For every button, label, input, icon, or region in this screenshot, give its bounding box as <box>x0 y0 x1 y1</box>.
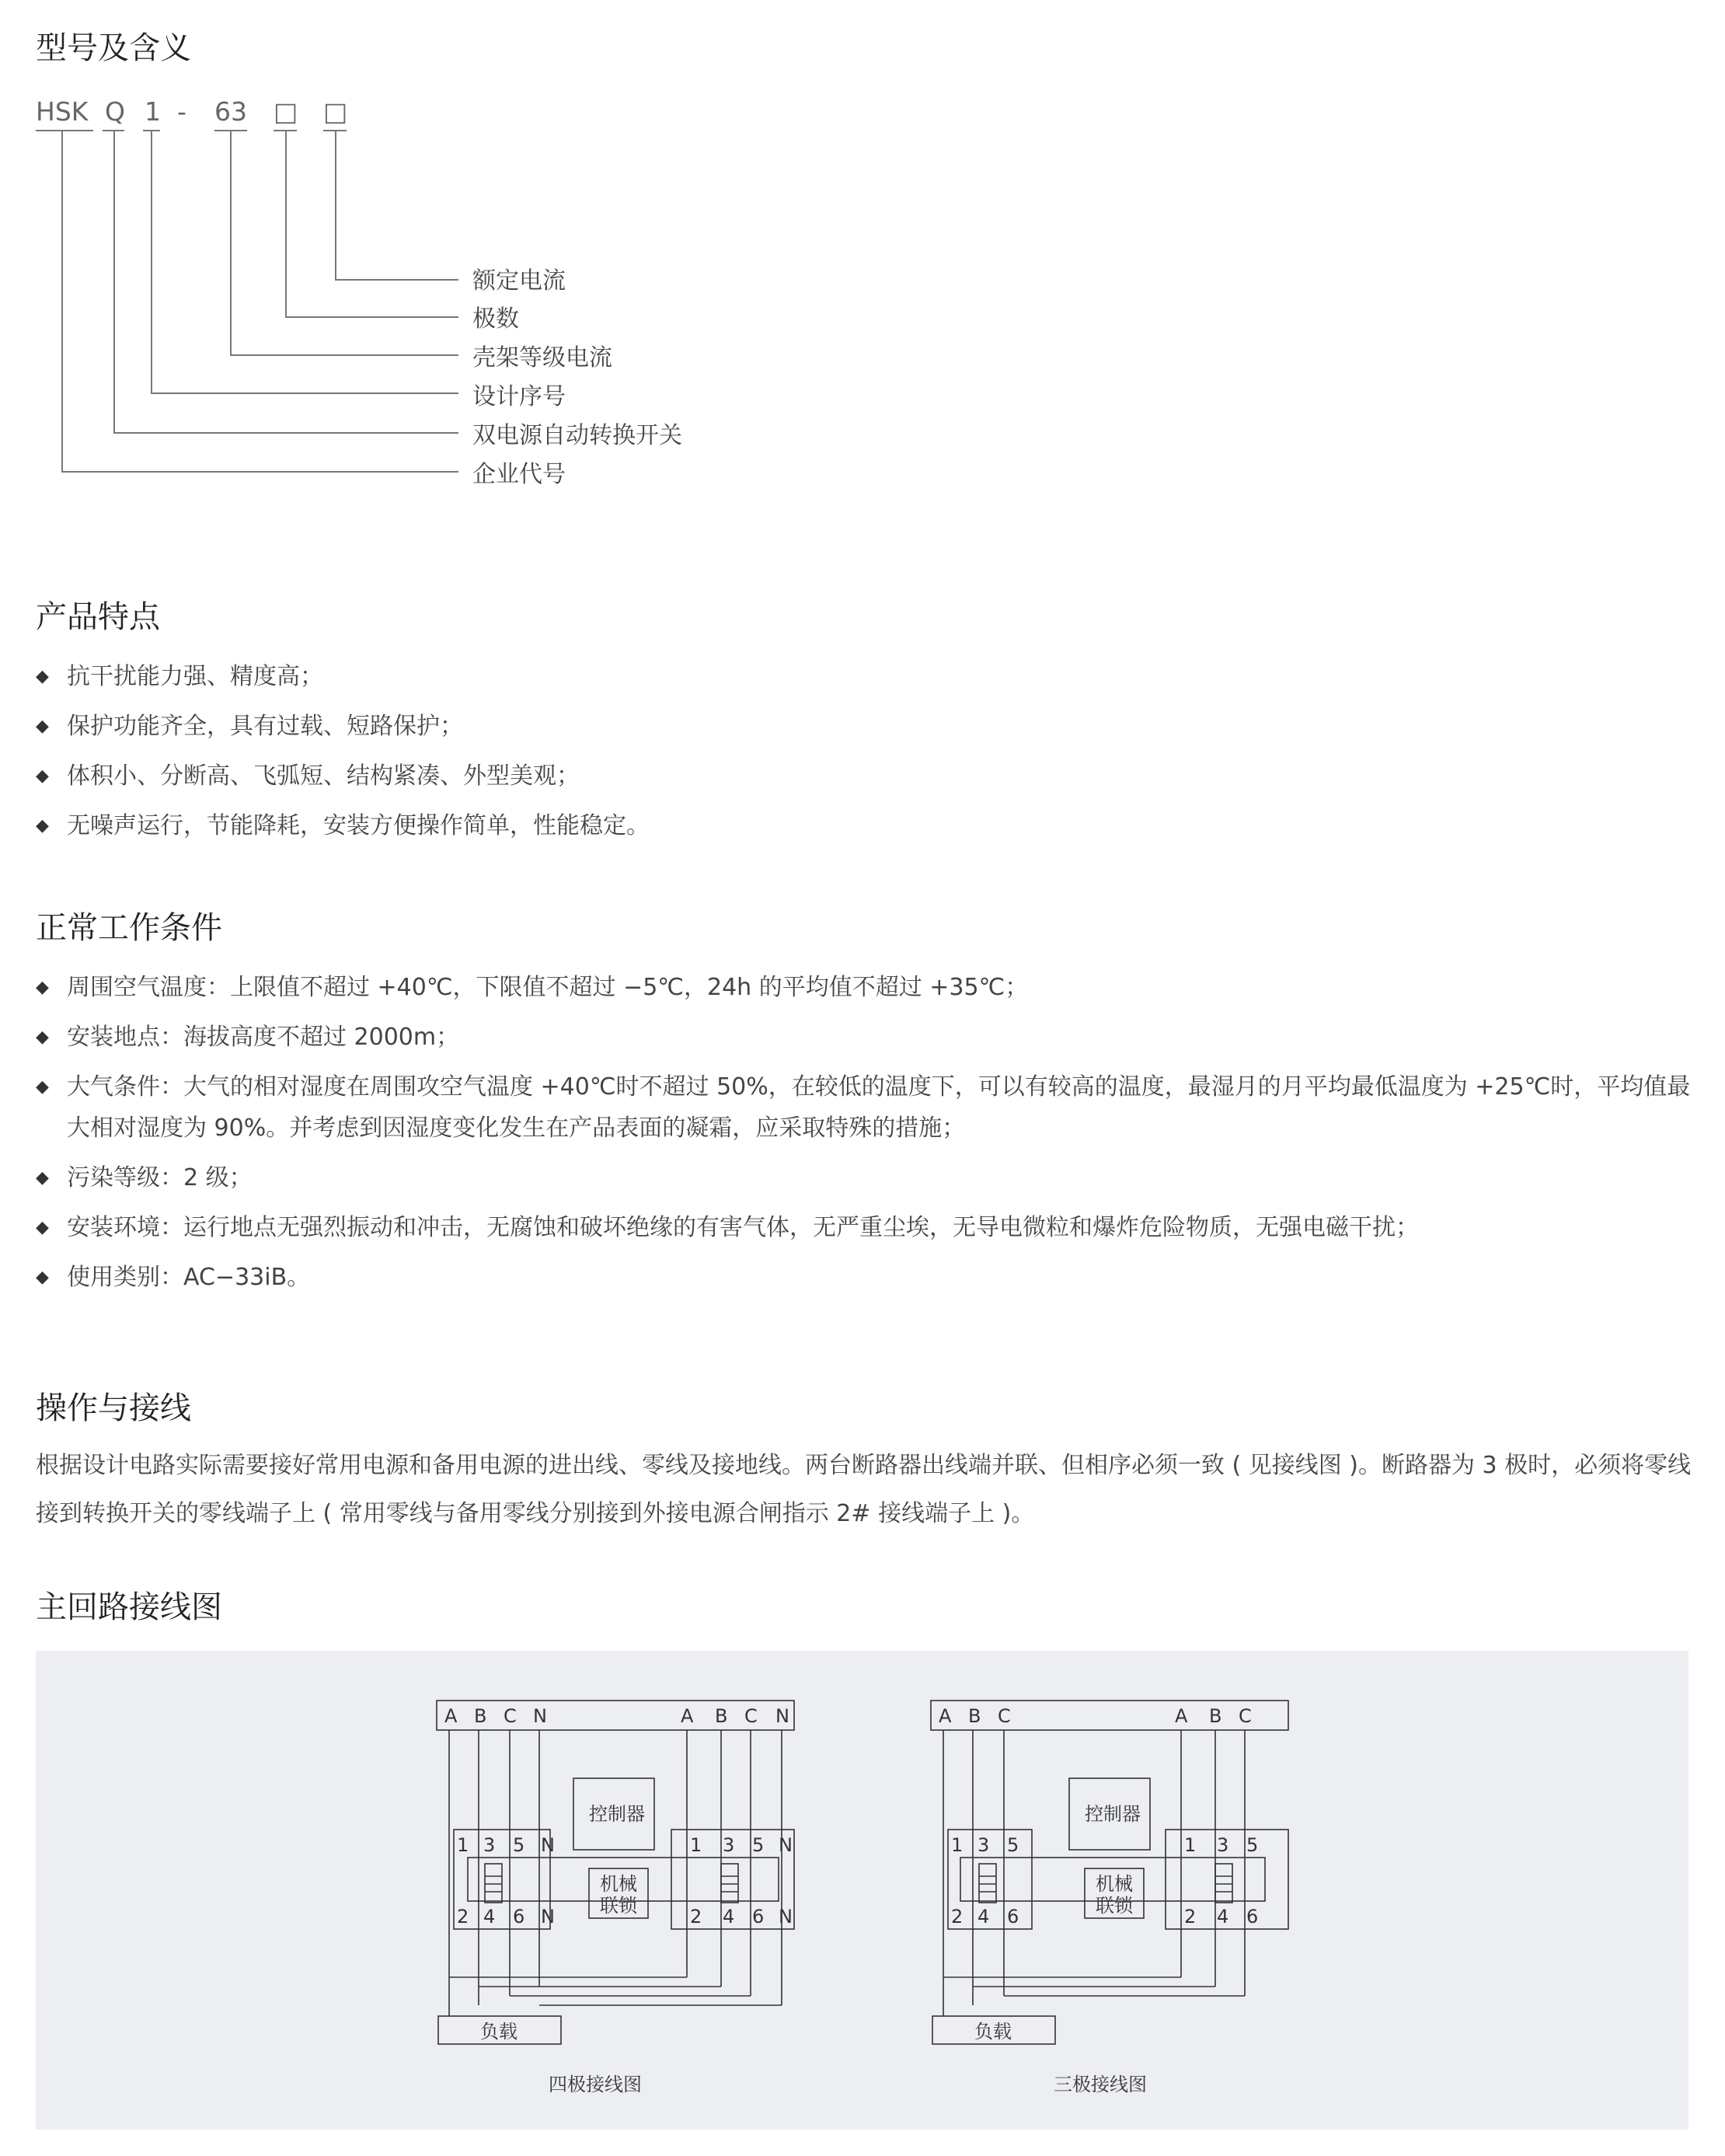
four-pole-terminal-label: 3 <box>483 1834 496 1856</box>
four-pole-phase-label: C <box>744 1705 758 1727</box>
list-item: ◆ 无噪声运行，节能降耗，安装方便操作简单，性能稳定。 <box>36 805 1699 846</box>
three-pole-terminal-label: 1 <box>1184 1834 1197 1856</box>
model-meaning-frame: 壳架等级电流 <box>472 344 612 372</box>
model-code-company: HSK <box>36 96 89 127</box>
diamond-bullet-icon: ◆ <box>36 816 49 836</box>
four-pole-terminal-label: N <box>779 1906 793 1927</box>
model-code-poles: □ <box>274 96 298 127</box>
four-pole-interlock-label: 机械 <box>600 1873 637 1895</box>
model-meaning-company: 企业代号 <box>472 461 566 488</box>
list-item: ◆ 保护功能齐全，具有过载、短路保护； <box>36 706 1699 747</box>
three-pole-phase-label: C <box>998 1705 1011 1727</box>
three-pole-terminal-label: 2 <box>1184 1906 1197 1927</box>
three-pole-phase-label: A <box>939 1705 952 1727</box>
three-pole-terminal-label: 6 <box>1007 1906 1019 1927</box>
four-pole-terminal-label: N <box>779 1834 793 1856</box>
four-pole-terminal-label: 5 <box>752 1834 765 1856</box>
wiring-diagram-panel <box>36 1651 1688 2130</box>
operation-paragraph: 根据设计电路实际需要接好常用电源和备用电源的进出线、零线及接地线。两台断路器出线端并联、但相序必须一致 ( 见接线图 )。断路器为 3 极时，必须将零线接到转换开关的零线端子上 ( 常用零线与备用零线分别接到外接电源合闸指示 2# 接线端子上 )。 <box>36 1452 1692 1527</box>
four-pole-terminal-label: 4 <box>723 1906 735 1927</box>
three-pole-phase-label: B <box>1209 1705 1222 1727</box>
three-pole-terminal-label: 3 <box>977 1834 990 1856</box>
three-pole-terminal-label: 4 <box>1217 1906 1229 1927</box>
three-pole-labels <box>939 1705 1258 2095</box>
model-code-design: 1 <box>145 96 161 127</box>
diamond-bullet-icon: ◆ <box>36 1218 49 1237</box>
conditions-list <box>36 967 1699 1307</box>
four-pole-terminal-label: 3 <box>723 1834 735 1856</box>
four-pole-caption: 四极接线图 <box>549 2074 642 2095</box>
three-pole-controller-label: 控制器 <box>1085 1803 1141 1825</box>
four-pole-phase-label: N <box>533 1705 547 1727</box>
four-pole-terminal-label: 1 <box>457 1834 469 1856</box>
three-pole-terminal-label: 3 <box>1217 1834 1229 1856</box>
four-pole-terminal-label: 2 <box>690 1906 702 1927</box>
three-pole-terminal-label: 1 <box>951 1834 964 1856</box>
four-pole-phase-label: A <box>444 1705 458 1727</box>
three-pole-phase-label: A <box>1175 1705 1188 1727</box>
list-item: ◆ 周围空气温度：上限值不超过 +40℃，下限值不超过 −5℃，24h 的平均值不超过 +35℃； <box>36 967 1699 1008</box>
list-item: ◆ 抗干扰能力强、精度高； <box>36 656 1699 697</box>
diamond-bullet-icon: ◆ <box>36 1027 49 1047</box>
diamond-bullet-icon: ◆ <box>36 717 49 736</box>
four-pole-labels <box>444 1705 793 2095</box>
operation-section-title: 操作与接线 <box>36 1390 191 1426</box>
list-item: ◆ 大气条件：大气的相对湿度在周围攻空气温度 +40℃时不超过 50%，在较低的温度下，可以有较高的温度，最湿月的月平均最低温度为 +25℃时，平均值最大相对湿度为 90%。并考虑到因湿度变化发生在产品表面的凝霜，应采取特殊的措施； <box>36 1066 1699 1149</box>
four-pole-phase-label: B <box>715 1705 728 1727</box>
four-pole-terminal-label: 5 <box>513 1834 525 1856</box>
three-pole-terminal-label: 4 <box>977 1906 990 1927</box>
four-pole-terminal-label: 4 <box>483 1906 496 1927</box>
model-meaning-poles: 极数 <box>472 305 519 333</box>
model-code-current: □ <box>323 96 348 127</box>
wiring-diagrams-svg <box>36 1651 1688 2130</box>
four-pole-terminal-label: 6 <box>752 1906 765 1927</box>
three-pole-terminal-label: 5 <box>1246 1834 1259 1856</box>
conditions-section-title: 正常工作条件 <box>36 910 222 946</box>
four-pole-diagram <box>437 1701 794 2044</box>
three-pole-source-bar <box>931 1701 1288 1730</box>
model-section-title: 型号及含义 <box>36 30 191 66</box>
three-pole-interlock-label: 联锁 <box>1096 1895 1133 1917</box>
list-item: ◆ 污染等级：2 级； <box>36 1157 1699 1198</box>
model-code-dash: - <box>177 96 186 127</box>
four-pole-source-bar <box>437 1701 794 1730</box>
model-leader-lines <box>0 0 482 497</box>
model-code-frame: 63 <box>214 96 247 127</box>
four-pole-terminal-label: N <box>541 1834 555 1856</box>
four-pole-terminal-label: 1 <box>690 1834 702 1856</box>
four-pole-terminal-label: 6 <box>513 1906 525 1927</box>
four-pole-right-handle <box>721 1864 738 1903</box>
four-pole-terminal-label: 2 <box>457 1906 469 1927</box>
model-code-type: Q <box>105 96 125 127</box>
list-item: ◆ 使用类别：AC−33iB。 <box>36 1257 1699 1298</box>
diamond-bullet-icon: ◆ <box>36 766 49 786</box>
four-pole-phase-label: C <box>504 1705 517 1727</box>
three-pole-caption: 三极接线图 <box>1054 2074 1147 2095</box>
three-pole-interlock-label: 机械 <box>1096 1873 1133 1895</box>
four-pole-load-label: 负载 <box>480 2021 518 2043</box>
three-pole-right-handle <box>1215 1864 1232 1903</box>
four-pole-controller-label: 控制器 <box>589 1803 645 1825</box>
features-section-title: 产品特点 <box>36 599 160 635</box>
list-item: ◆ 安装地点：海拔高度不超过 2000m； <box>36 1017 1699 1058</box>
diamond-bullet-icon: ◆ <box>36 978 49 997</box>
three-pole-terminal-label: 6 <box>1246 1906 1259 1927</box>
diamond-bullet-icon: ◆ <box>36 1077 49 1097</box>
three-pole-diagram <box>931 1701 1288 2044</box>
model-meaning-current: 额定电流 <box>472 267 566 295</box>
three-pole-terminal-label: 5 <box>1007 1834 1019 1856</box>
three-pole-phase-label: B <box>968 1705 981 1727</box>
four-pole-left-handle <box>485 1864 502 1903</box>
four-pole-phase-label: N <box>775 1705 789 1727</box>
diamond-bullet-icon: ◆ <box>36 1268 49 1287</box>
model-meaning-type: 双电源自动转换开关 <box>472 422 682 449</box>
features-list <box>36 656 1699 855</box>
wiring-section-title: 主回路接线图 <box>36 1589 222 1625</box>
diamond-bullet-icon: ◆ <box>36 1168 49 1188</box>
four-pole-phase-label: B <box>474 1705 487 1727</box>
four-pole-phase-label: A <box>681 1705 694 1727</box>
three-pole-left-handle <box>979 1864 996 1903</box>
diamond-bullet-icon: ◆ <box>36 667 49 686</box>
list-item: ◆ 体积小、分断高、飞弧短、结构紧凑、外型美观； <box>36 755 1699 797</box>
four-pole-interlock-label: 联锁 <box>600 1895 637 1917</box>
model-meaning-design: 设计序号 <box>472 383 566 410</box>
three-pole-load-label: 负载 <box>974 2021 1012 2043</box>
four-pole-terminal-label: N <box>541 1906 555 1927</box>
three-pole-terminal-label: 2 <box>951 1906 964 1927</box>
list-item: ◆ 安装环境：运行地点无强烈振动和冲击，无腐蚀和破坏绝缘的有害气体，无严重尘埃，无导电微粒和爆炸危险物质，无强电磁干扰； <box>36 1207 1699 1248</box>
three-pole-phase-label: C <box>1239 1705 1252 1727</box>
